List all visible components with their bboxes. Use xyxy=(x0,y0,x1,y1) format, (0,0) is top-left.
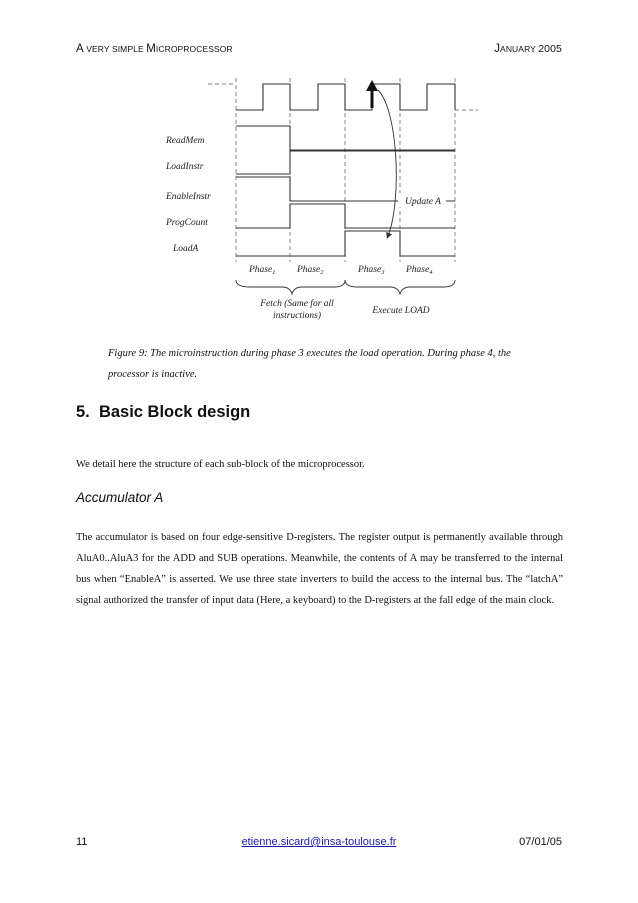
fetch-label-line2: instructions) xyxy=(272,311,322,321)
running-header-date: JANUARY 2005 xyxy=(494,43,562,55)
footer-email-link[interactable]: etienne.sicard@insa-toulouse.fr xyxy=(241,836,397,848)
phase-1-label: Phase$_1$ xyxy=(249,265,276,276)
footer-date: 07/01/05 xyxy=(519,836,562,848)
running-header-title: A VERY SIMPLE MICROPROCESSOR xyxy=(76,43,233,55)
execute-brace xyxy=(345,280,455,294)
signal-label-enableinstr: EnableInstr xyxy=(166,192,211,202)
update-arrow xyxy=(378,90,396,236)
waveform-loadinstr xyxy=(236,151,455,174)
phase-4-label: Phase$_4$ xyxy=(406,265,433,276)
execute-load-label: Execute LOAD xyxy=(372,306,430,316)
fetch-brace xyxy=(236,280,345,294)
fetch-label-line1: Fetch (Same for all xyxy=(260,299,334,309)
section-heading: 5. Basic Block design xyxy=(76,403,251,421)
waveform-loada xyxy=(236,231,455,256)
phase-3-label: Phase$_3$ xyxy=(358,265,385,276)
update-a-label: Update A xyxy=(405,197,441,207)
signal-label-readmem: ReadMem xyxy=(166,136,205,146)
signal-label-progcount: ProgCount xyxy=(166,218,208,228)
phase-2-label: Phase$_2$ xyxy=(297,265,324,276)
signal-label-loadinstr: LoadInstr xyxy=(166,162,204,172)
page-number: 11 xyxy=(76,836,88,848)
figure-caption: Figure 9: The microinstruction during phase 3 executes the load operation. During phase 4, the processor is inactive. xyxy=(108,348,511,380)
subsection-heading: Accumulator A xyxy=(76,490,164,505)
waveform-progcount xyxy=(236,204,455,228)
waveform-readmem xyxy=(236,126,455,150)
timing-diagram xyxy=(0,0,638,330)
accumulator-paragraph: The accumulator is based on four edge-sensitive D-registers. The register output is permanently available through AluA0..AluA3 for the ADD and SUB operations. Meanwhile, the contents of A may be transferred to the internal bus when “EnableA” is asserted. We use three state inverters to build the access to the internal bus. The “latchA” signal authorized the transfer of input data (Here, a keyboard) to the D-registers at the fall edge of the main clock. xyxy=(76,532,563,606)
clock-waveform xyxy=(208,80,478,110)
signal-label-loada: LoadA xyxy=(173,244,199,254)
intro-paragraph: We detail here the structure of each sub-block of the microprocessor. xyxy=(76,459,365,470)
